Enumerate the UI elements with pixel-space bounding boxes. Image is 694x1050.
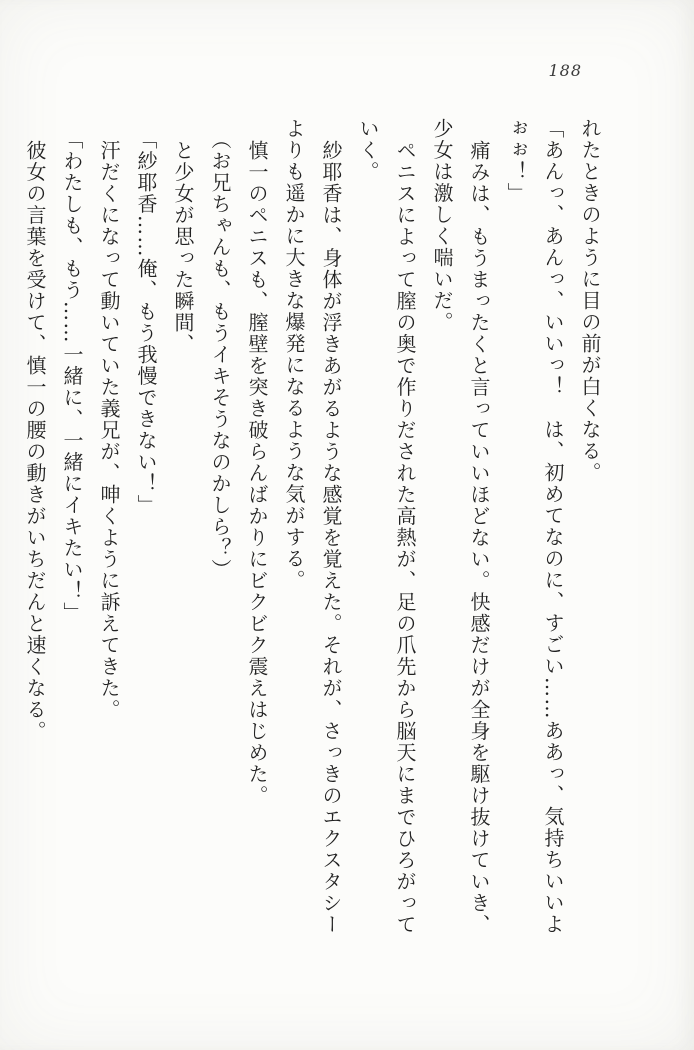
text-line-12: と少女が思った瞬間、	[171, 139, 195, 355]
text-line-7: いく。	[356, 118, 380, 183]
text-line-4: 痛みは、もうまったくと言っていいほどない。快感だけが全身を駆け抜けていき、	[467, 139, 491, 935]
page-number: 188	[548, 61, 582, 80]
text-line-15: 「わたしも、もう……一緒に、一緒にイキたい！」	[60, 128, 84, 624]
text-line-2: 「あんっ、あんっ、いいっ！ は、初めてなのに、すごい……ああっ、気持ちいいよ	[541, 118, 565, 935]
text-line-11: （お兄ちゃんも、もうイキそうなのかしら？）	[208, 128, 232, 581]
text-line-1: れたときのように目の前が白くなる。	[578, 118, 602, 484]
text-line-16: 彼女の言葉を受けて、慎一の腰の動きがいちだんと速くなる。	[23, 139, 47, 742]
text-line-13: 「紗耶香……俺、もう我慢できない！」	[134, 128, 158, 516]
text-line-3: ぉぉ！」	[504, 118, 528, 204]
text-line-10: 慎一のペニスも、膣壁を突き破らんばかりにビクビク震えはじめた。	[245, 139, 269, 806]
text-line-14: 汗だくになって動いていた義兄が、呻くように訴えてきた。	[97, 139, 121, 720]
text-line-5: 少女は激しく喘いだ。	[430, 118, 454, 333]
text-block	[16, 118, 608, 954]
text-line-6: ペニスによって膣の奥で作りだされた高熱が、足の爪先から脳天にまでひろがって	[393, 139, 417, 935]
text-line-9: よりも遥かに大きな爆発になるような気がする。	[282, 118, 306, 591]
text-line-8: 紗耶香は、身体が浮きあがるような感覚を覚えた。それが、さっきのエクスタシー	[319, 139, 343, 935]
